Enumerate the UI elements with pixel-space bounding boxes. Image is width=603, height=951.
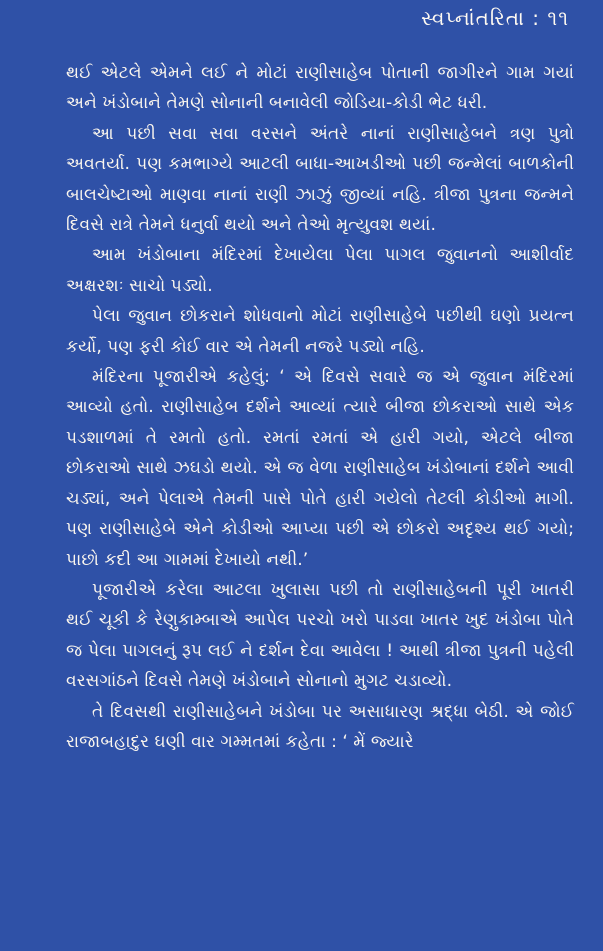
body-text [66, 58, 574, 757]
paragraph-1: થઈ એટલે એમને લઈ ને મોટાં રાણીસાહેબ પોતાની જાગીરને ગામ ગયાં અને ખંડોબાને તેમણે સોનાની બનાવેલી જોડિયા-કોડી ભેટ ધરી. [66, 63, 574, 114]
paragraph-6: પૂજારીએ કરેલા આટલા ખુલાસા પછી તો રાણીસાહેબની પૂરી ખાતરી થઈ ચૂકી કે રેણુકામ્બાએ આપેલ પરચો ખરો પાડવા ખાતર ખુદ ખંડોબા પોતે જ પેલા પાગલનું રૂપ લઈ ને દર્શન દેવા આવેલા ! આથી ત્રીજા પુત્રની પહેલી વરસગાંઠને દિવસે તેમણે ખંડોબાને સોનાનો મુગટ ચડાવ્યો. [66, 579, 574, 692]
paragraph-4: પેલા જુવાન છોકરાને શોધવાનો મોટાં રાણીસાહેબે પછીથી ઘણો પ્રયત્ન કર્યો, પણ ફરી કોઈ વાર એ તેમની નજરે પડ્યો નહિ. [66, 306, 574, 357]
paragraph-7: તે દિવસથી રાણીસાહેબને ખંડોબા પર અસાધારણ શ્રદ્ધા બેઠી. એ જોઈ રાજાબહાદુર ઘણી વાર ગમ્મતમાં કહેતા : ‘ મેં જ્યારે [66, 701, 574, 752]
running-header: સ્વપ્નાંતરિતા : ૧૧ [421, 6, 569, 30]
paragraph-5: મંદિરના પૂજારીએ કહેલું: ‘ એ દિવસે સવારે જ એ જુવાન મંદિરમાં આવ્યો હતો. રાણીસાહેબ દર્શને આવ્યાં ત્યારે બીજા છોકરાઓ સાથે એક પડશાળમાં તે રમતો હતો. રમતાં રમતાં એ હારી ગયો, એટલે બીજા છોકરાઓ સાથે ઝઘડો થયો. એ જ વેળા રાણીસાહેબ ખંડોબાનાં દર્શને આવી ચડ્યાં, અને પેલાએ તેમની પાસે પોતે હારી ગયેલો તેટલી કોડીઓ માગી. પણ રાણીસાહેબે એને કોડીઓ આપ્યા પછી એ છોકરો અદૃશ્ય થઈ ગયો; પાછો કદી આ ગામમાં દેખાયો નથી.’ [66, 367, 574, 570]
paragraph-2: આ પછી સવા સવા વરસને અંતરે નાનાં રાણીસાહેબને ત્રણ પુત્રો અવતર્યા. પણ કમભાગ્યે આટલી બાધા-આખડીઓ પછી જન્મેલાં બાળકોની બાલચેષ્ટાઓ માણવા નાનાં રાણી ઝાઝું જીવ્યાં નહિ. ત્રીજા પુત્રના જન્મને દિવસે રાત્રે તેમને ધનુર્વા થયો અને તેઓ મૃત્યુવશ થયાં. [66, 123, 574, 236]
paragraph-3: આમ ખંડોબાના મંદિરમાં દેખાયેલા પેલા પાગલ જુવાનનો આશીર્વાદ અક્ષરશઃ સાચો પડ્યો. [66, 245, 574, 296]
